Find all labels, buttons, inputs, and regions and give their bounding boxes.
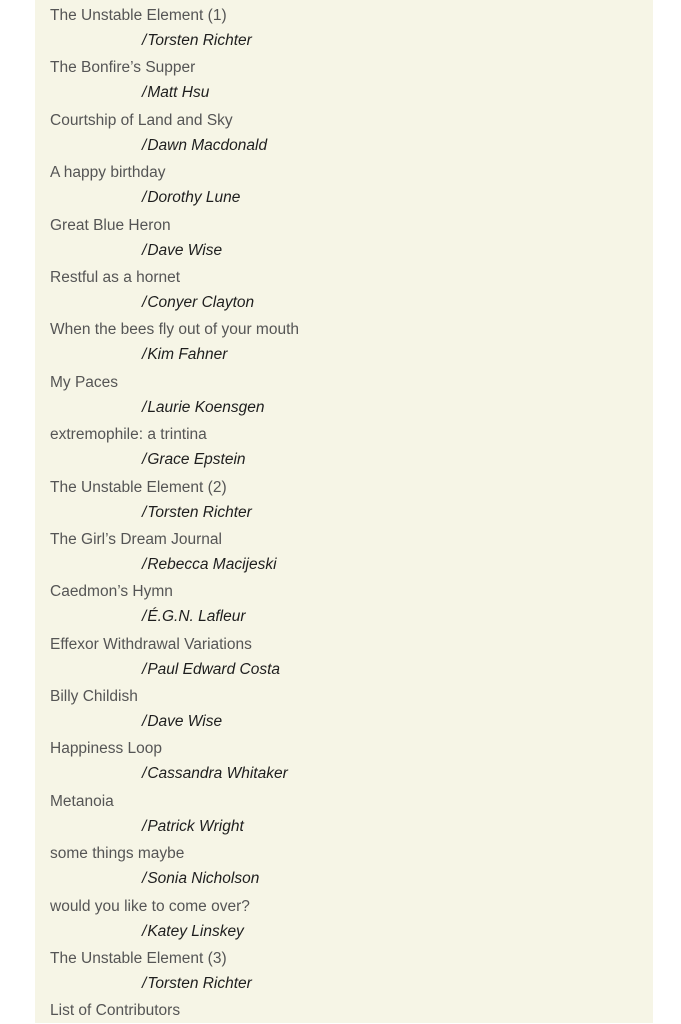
- entry-title-link[interactable]: Metanoia: [50, 792, 114, 810]
- entry-author: [142, 28, 252, 54]
- toc-entry: [50, 475, 650, 527]
- entry-title-link[interactable]: Great Blue Heron: [50, 216, 171, 234]
- entry-title-link[interactable]: When the bees fly out of your mouth: [50, 321, 299, 339]
- author-slash: /: [142, 136, 147, 154]
- author-slash: /: [142, 975, 147, 993]
- toc-entry: [50, 684, 650, 736]
- toc-entry: [50, 527, 650, 579]
- author-slash: /: [142, 398, 147, 416]
- author-name: Cassandra Whitaker: [147, 765, 288, 783]
- author-name: Torsten Richter: [147, 32, 252, 49]
- entry-title-link[interactable]: Caedmon’s Hymn: [50, 583, 173, 601]
- entry-title-link[interactable]: would you like to come over?: [50, 897, 250, 915]
- contributors-link[interactable]: List of Contributors: [50, 1002, 181, 1020]
- entry-author: [142, 342, 227, 368]
- author-slash: /: [142, 189, 147, 207]
- author-name: Grace Epstein: [147, 451, 246, 469]
- entry-title-link[interactable]: Restful as a hornet: [50, 268, 181, 286]
- author-slash: /: [142, 84, 147, 102]
- entry-author: [142, 552, 277, 578]
- table-of-contents: [50, 3, 650, 1024]
- toc-entry: [50, 317, 650, 369]
- toc-entry: [50, 422, 650, 474]
- toc-entry: [50, 3, 650, 55]
- author-slash: /: [142, 241, 147, 259]
- author-slash: /: [142, 32, 147, 49]
- entry-author: [142, 919, 244, 945]
- author-name: Kim Fahner: [147, 346, 228, 364]
- entry-author: [142, 971, 252, 997]
- author-slash: /: [142, 503, 147, 521]
- author-slash: /: [142, 293, 147, 311]
- toc-entry: [50, 841, 650, 893]
- entry-title-link[interactable]: The Unstable Element (1): [50, 7, 227, 24]
- author-name: Dave Wise: [147, 713, 223, 731]
- entry-title-link[interactable]: A happy birthday: [50, 164, 166, 182]
- toc-entry: [50, 370, 650, 422]
- entry-author: [142, 814, 244, 840]
- toc-entry: [50, 265, 650, 317]
- author-name: Dawn Macdonald: [147, 136, 268, 154]
- author-name: Katey Linskey: [147, 922, 244, 940]
- author-slash: /: [142, 451, 147, 469]
- entry-author: [142, 395, 265, 421]
- author-slash: /: [142, 817, 147, 835]
- entry-title-link[interactable]: The Unstable Element (3): [50, 950, 227, 968]
- entry-author: [142, 238, 222, 264]
- author-name: Dave Wise: [147, 241, 223, 259]
- entry-author: [142, 185, 240, 211]
- author-slash: /: [142, 660, 147, 678]
- toc-entry: [50, 894, 650, 946]
- author-slash: /: [142, 555, 147, 573]
- author-name: Paul Edward Costa: [147, 660, 280, 678]
- author-slash: /: [142, 765, 147, 783]
- author-name: Matt Hsu: [147, 84, 210, 102]
- entry-author: [142, 133, 267, 159]
- entry-title-link[interactable]: Courtship of Land and Sky: [50, 111, 233, 129]
- author-name: Patrick Wright: [147, 817, 244, 835]
- author-slash: /: [142, 713, 147, 731]
- entry-author: [142, 866, 259, 892]
- author-name: Torsten Richter: [147, 503, 252, 521]
- author-slash: /: [142, 922, 147, 940]
- entry-author: [142, 709, 222, 735]
- entry-author: [142, 657, 280, 683]
- entry-title-link[interactable]: some things maybe: [50, 845, 185, 863]
- entry-title-link[interactable]: Happiness Loop: [50, 740, 163, 758]
- toc-entry: [50, 736, 650, 788]
- toc-entry: [50, 789, 650, 841]
- entry-author: [142, 761, 288, 787]
- toc-entry: [50, 579, 650, 631]
- toc-entry: [50, 55, 650, 107]
- author-name: Laurie Koensgen: [147, 398, 265, 416]
- entry-author: [142, 500, 252, 526]
- entry-title-link[interactable]: The Bonfire’s Supper: [50, 59, 196, 77]
- author-name: Conyer Clayton: [147, 293, 255, 311]
- toc-entry: [50, 160, 650, 212]
- entry-author: [142, 80, 209, 106]
- entry-author: [142, 447, 246, 473]
- entry-title-link[interactable]: Effexor Withdrawal Variations: [50, 635, 252, 653]
- entry-title-link[interactable]: The Girl’s Dream Journal: [50, 530, 222, 548]
- toc-entry: [50, 213, 650, 265]
- entry-title-link[interactable]: The Unstable Element (2): [50, 478, 227, 496]
- author-name: Dorothy Lune: [147, 189, 241, 207]
- toc-entry: [50, 632, 650, 684]
- author-name: Torsten Richter: [147, 975, 252, 993]
- author-name: É.G.N. Lafleur: [147, 608, 246, 626]
- entry-title-link[interactable]: My Paces: [50, 373, 119, 391]
- entry-title-link[interactable]: extremophile: a trintina: [50, 426, 207, 444]
- entry-author: [142, 290, 254, 316]
- entry-title-link[interactable]: Billy Childish: [50, 688, 138, 706]
- author-slash: /: [142, 870, 147, 888]
- author-slash: /: [142, 608, 147, 626]
- entry-author: [142, 604, 246, 630]
- author-name: Sonia Nicholson: [147, 870, 260, 888]
- author-name: Rebecca Macijeski: [147, 555, 277, 573]
- author-slash: /: [142, 346, 147, 364]
- toc-entry: [50, 946, 650, 998]
- toc-entry-contributors: [50, 998, 650, 1024]
- toc-entry: [50, 108, 650, 160]
- table-of-contents-panel: [35, 0, 653, 1023]
